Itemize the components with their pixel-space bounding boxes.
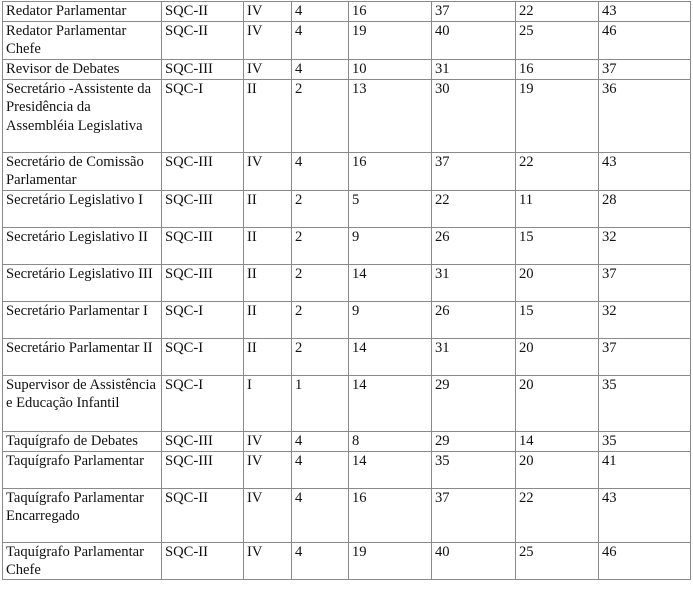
table-cell: 46: [599, 22, 691, 60]
table-cell: 4: [292, 22, 349, 60]
table-cell: 11: [516, 190, 599, 227]
table-cell: 4: [292, 451, 349, 488]
table-cell: 2: [292, 264, 349, 301]
table-cell: SQC-III: [162, 152, 244, 190]
table-cell: II: [244, 338, 292, 375]
table-cell: 35: [599, 375, 691, 431]
table-cell: SQC-I: [162, 301, 244, 338]
table-cell: IV: [244, 152, 292, 190]
table-cell: 25: [516, 542, 599, 580]
table-cell: 22: [432, 190, 516, 227]
table-row: [3, 79, 691, 152]
table-cell: SQC-II: [162, 2, 244, 22]
table-cell: 8: [349, 431, 432, 451]
table-cell: 20: [516, 338, 599, 375]
table-cell: 30: [432, 79, 516, 152]
table-cell: SQC-II: [162, 488, 244, 542]
table-cell: IV: [244, 59, 292, 79]
table-cell: 14: [349, 338, 432, 375]
table-cell: 31: [432, 338, 516, 375]
table-cell: SQC-III: [162, 227, 244, 264]
table-cell: 20: [516, 451, 599, 488]
table-row: [3, 22, 691, 60]
table-cell: 4: [292, 488, 349, 542]
table-cell: II: [244, 190, 292, 227]
table-cell: 20: [516, 264, 599, 301]
table-cell: 29: [432, 375, 516, 431]
table-row: [3, 190, 691, 227]
table-cell: 37: [432, 152, 516, 190]
table-row: [3, 488, 691, 542]
table-row: [3, 542, 691, 580]
position-name-cell: Secretário Legislativo II: [3, 227, 162, 264]
position-name-cell: Redator Parlamentar: [3, 2, 162, 22]
table-cell: 36: [599, 79, 691, 152]
table-cell: SQC-II: [162, 542, 244, 580]
table-cell: 9: [349, 227, 432, 264]
table-cell: 26: [432, 301, 516, 338]
position-name-cell: Taquígrafo Parlamentar: [3, 451, 162, 488]
table-cell: 43: [599, 2, 691, 22]
table-cell: IV: [244, 451, 292, 488]
table-cell: I: [244, 375, 292, 431]
position-name-cell: Secretário Legislativo III: [3, 264, 162, 301]
table-cell: 4: [292, 152, 349, 190]
table-cell: 5: [349, 190, 432, 227]
table-cell: 46: [599, 542, 691, 580]
table-cell: 37: [432, 488, 516, 542]
table-cell: 22: [516, 2, 599, 22]
table-cell: SQC-III: [162, 451, 244, 488]
table-cell: 13: [349, 79, 432, 152]
table-cell: 31: [432, 264, 516, 301]
table-cell: 19: [516, 79, 599, 152]
table-cell: 19: [349, 22, 432, 60]
table-row: [3, 338, 691, 375]
table-cell: 43: [599, 488, 691, 542]
table-cell: 16: [349, 2, 432, 22]
table-cell: 4: [292, 542, 349, 580]
table-cell: SQC-I: [162, 375, 244, 431]
table-cell: 40: [432, 22, 516, 60]
table-cell: 1: [292, 375, 349, 431]
table-cell: 35: [432, 451, 516, 488]
table-row: [3, 451, 691, 488]
table-cell: 14: [349, 264, 432, 301]
positions-table: [2, 1, 691, 580]
table-cell: 14: [349, 451, 432, 488]
position-name-cell: Redator Parlamentar Chefe: [3, 22, 162, 60]
table-row: [3, 2, 691, 22]
table-cell: 4: [292, 431, 349, 451]
table-cell: 10: [349, 59, 432, 79]
table-cell: 41: [599, 451, 691, 488]
position-name-cell: Secretário Parlamentar II: [3, 338, 162, 375]
table-cell: II: [244, 79, 292, 152]
table-cell: 2: [292, 301, 349, 338]
table-cell: IV: [244, 542, 292, 580]
table-cell: 15: [516, 301, 599, 338]
table-cell: II: [244, 301, 292, 338]
table-cell: IV: [244, 2, 292, 22]
position-name-cell: Taquígrafo de Debates: [3, 431, 162, 451]
table-cell: 37: [432, 2, 516, 22]
table-cell: 35: [599, 431, 691, 451]
position-name-cell: Taquígrafo Parlamentar Encarregado: [3, 488, 162, 542]
table-cell: 16: [349, 152, 432, 190]
position-name-cell: Revisor de Debates: [3, 59, 162, 79]
table-body: [3, 2, 691, 580]
table-cell: 2: [292, 190, 349, 227]
table-cell: 15: [516, 227, 599, 264]
table-cell: 43: [599, 152, 691, 190]
table-cell: 2: [292, 227, 349, 264]
table-cell: IV: [244, 22, 292, 60]
table-cell: 14: [349, 375, 432, 431]
table-row: [3, 431, 691, 451]
table-row: [3, 264, 691, 301]
position-name-cell: Secretário de Comissão Parlamentar: [3, 152, 162, 190]
table-cell: SQC-III: [162, 190, 244, 227]
table-cell: IV: [244, 488, 292, 542]
table-cell: IV: [244, 431, 292, 451]
position-name-cell: Supervisor de Assistência e Educação Infantil: [3, 375, 162, 431]
table-cell: 20: [516, 375, 599, 431]
position-name-cell: Secretário -Assistente da Presidência da Assembléia Legislativa: [3, 79, 162, 152]
table-cell: 9: [349, 301, 432, 338]
table-row: [3, 375, 691, 431]
table-cell: 25: [516, 22, 599, 60]
table-cell: II: [244, 227, 292, 264]
table-cell: SQC-I: [162, 79, 244, 152]
table-cell: 22: [516, 152, 599, 190]
table-cell: 37: [599, 59, 691, 79]
table-cell: 37: [599, 338, 691, 375]
table-row: [3, 152, 691, 190]
table-cell: II: [244, 264, 292, 301]
table-cell: 28: [599, 190, 691, 227]
table-cell: 29: [432, 431, 516, 451]
table-cell: 16: [516, 59, 599, 79]
position-name-cell: Taquígrafo Parlamentar Chefe: [3, 542, 162, 580]
table-cell: SQC-I: [162, 338, 244, 375]
table-cell: 22: [516, 488, 599, 542]
table-cell: 32: [599, 227, 691, 264]
table-cell: SQC-III: [162, 264, 244, 301]
table-cell: 26: [432, 227, 516, 264]
table-cell: 14: [516, 431, 599, 451]
table-row: [3, 227, 691, 264]
table-cell: 37: [599, 264, 691, 301]
table-cell: SQC-III: [162, 431, 244, 451]
table-cell: 2: [292, 338, 349, 375]
table-cell: SQC-II: [162, 22, 244, 60]
table-cell: 16: [349, 488, 432, 542]
position-name-cell: Secretário Parlamentar I: [3, 301, 162, 338]
table-cell: 2: [292, 79, 349, 152]
table-cell: 19: [349, 542, 432, 580]
position-name-cell: Secretário Legislativo I: [3, 190, 162, 227]
table-cell: 32: [599, 301, 691, 338]
table-cell: 31: [432, 59, 516, 79]
table-cell: SQC-III: [162, 59, 244, 79]
table-row: [3, 59, 691, 79]
table-cell: 4: [292, 59, 349, 79]
table-cell: 4: [292, 2, 349, 22]
table-cell: 40: [432, 542, 516, 580]
table-row: [3, 301, 691, 338]
